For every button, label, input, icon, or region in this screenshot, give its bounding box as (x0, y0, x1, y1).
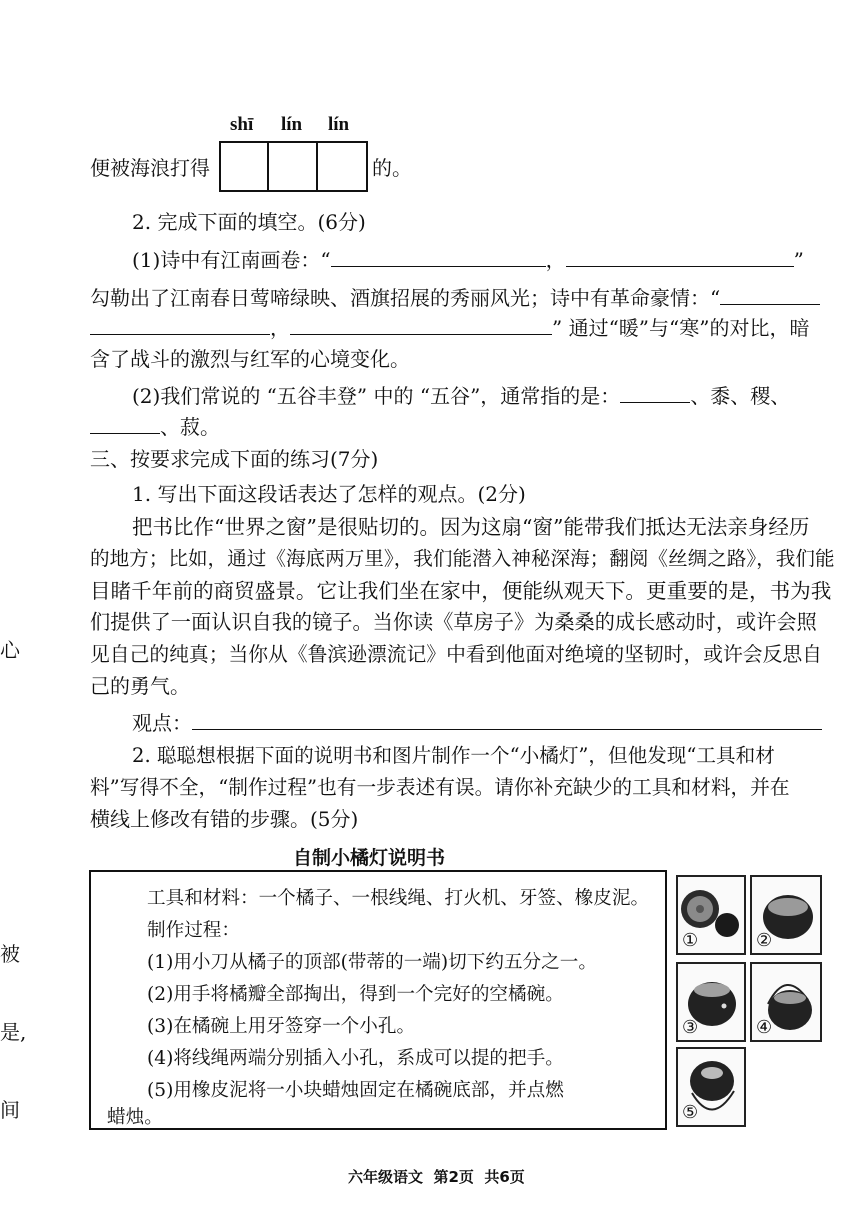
q2-line-3 (90, 312, 809, 341)
passage-line: 己的勇气。 (90, 674, 190, 698)
box-divider (316, 143, 318, 190)
pinyin-3: lín (328, 114, 350, 135)
q2-line-1 (132, 244, 804, 273)
pinyin-prefix-text: 便被海浪打得 (90, 156, 210, 180)
pinyin-2: lín (281, 114, 303, 135)
photo-label-4: ④ (756, 1017, 773, 1038)
answer-blank[interactable] (566, 248, 794, 267)
orange-photo-4 (750, 962, 822, 1042)
answer-blank[interactable] (620, 384, 690, 403)
q2-l6-text: 、菽。 (160, 415, 220, 439)
pinyin-1: shī (230, 114, 254, 135)
manual-step-1: (1)用小刀从橘子的顶部(带蒂的一端)切下约五分之一。 (147, 952, 597, 973)
orange-photo-5 (676, 1047, 746, 1127)
manual-tools: 工具和材料：一个橘子、一根线绳、打火机、牙签、橡皮泥。 (147, 888, 650, 909)
viewpoint-line (132, 707, 822, 736)
orange-photo-3 (676, 962, 746, 1042)
passage-line: 见自己的纯真；当你从《鲁滨逊漂流记》中看到他面对绝境的坚韧时，或许会反思自 (90, 643, 822, 666)
viewpoint-label: 观点： (132, 711, 192, 735)
q2-line-6 (90, 411, 220, 440)
edge-char: 心 (0, 638, 20, 662)
answer-blank[interactable] (90, 415, 160, 434)
manual-step-4: (4)将线绳两端分别插入小孔，系成可以提的把手。 (147, 1048, 564, 1069)
q2-line-5 (132, 380, 790, 409)
q2-l1-quote: ” (793, 248, 804, 272)
manual-box (89, 870, 667, 1130)
manual-step-2: (2)用手将橘瓣全部掏出，得到一个完好的空橘碗。 (147, 984, 564, 1005)
q2-l3-text: ” 通过“暖”与“寒”的对比，暗 (552, 316, 810, 340)
photo-label-1: ① (682, 930, 699, 951)
photo-label-2: ② (756, 930, 773, 951)
orange-photo-2 (750, 875, 822, 955)
s3-q2-line: 横线上修改有错的步骤。(5分) (90, 807, 359, 831)
passage-line: 目睹千年前的商贸盛景。它让我们坐在家中，便能纵观天下。更重要的是，书为我 (90, 579, 832, 603)
q2-line-4: 含了战斗的激烈与红军的心境变化。 (90, 347, 410, 371)
manual-step-5-cont: 蜡烛。 (107, 1107, 163, 1128)
q2-l3-comma: ， (270, 316, 290, 340)
q2-l5-text: (2)我们常说的 “五谷丰登” 中的 “五谷”，通常指的是： (132, 384, 621, 408)
character-writing-boxes[interactable] (219, 141, 368, 192)
photo-label-3: ③ (682, 1017, 699, 1038)
q2-l5-grains: 、黍、稷、 (690, 384, 791, 408)
answer-blank[interactable] (90, 316, 270, 335)
box-divider (267, 143, 269, 190)
q2-l1-prefix: (1)诗中有江南画卷：“ (132, 248, 331, 272)
section-3-heading: 三、按要求完成下面的练习(7分) (90, 447, 379, 471)
q2-heading: 2. 完成下面的填空。(6分) (132, 210, 366, 234)
q2-l2-text: 勾勒出了江南春日莺啼绿映、酒旗招展的秀丽风光；诗中有革命豪情：“ (90, 286, 721, 310)
answer-blank[interactable] (331, 248, 546, 267)
edge-char: 是, (0, 1020, 27, 1044)
q2-l1-comma: ， (545, 248, 566, 272)
passage-line: 们提供了一面认识自我的镜子。当你读《草房子》为桑桑的成长感动时，或许会照 (90, 610, 817, 634)
edge-char: 被 (0, 942, 20, 966)
manual-process-label: 制作过程： (147, 920, 240, 941)
manual-title: 自制小橘灯说明书 (293, 847, 446, 869)
q2-line-2 (90, 282, 820, 311)
edge-char: 间 (0, 1098, 20, 1122)
answer-blank[interactable] (290, 316, 552, 335)
manual-step-5: (5)用橡皮泥将一小块蜡烛固定在橘碗底部，并点燃 (147, 1080, 564, 1101)
passage-line: 的地方；比如，通过《海底两万里》，我们能潜入神秘深海；翻阅《丝绸之路》，我们能 (90, 547, 835, 570)
passage-line: 把书比作“世界之窗”是很贴切的。因为这扇“窗”能带我们抵达无法亲身经历 (132, 515, 810, 539)
s3-q2-line: 料”写得不全，“制作过程”也有一步表述有误。请你补充缺少的工具和材料，并在 (90, 776, 790, 799)
manual-step-3: (3)在橘碗上用牙签穿一个小孔。 (147, 1016, 416, 1037)
s3-q2-line: 2. 聪聪想根据下面的说明书和图片制作一个“小橘灯”，但他发现“工具和材 (132, 744, 775, 767)
photo-label-5: ⑤ (682, 1102, 699, 1123)
orange-photo-1 (676, 875, 746, 955)
answer-blank[interactable] (720, 286, 820, 305)
s3-q1-heading: 1. 写出下面这段话表达了怎样的观点。(2分) (132, 482, 526, 506)
viewpoint-answer-blank[interactable] (192, 711, 822, 730)
pinyin-suffix-text: 的。 (372, 156, 412, 180)
page-footer: 六年级语文 第2页 共6页 (348, 1168, 525, 1186)
